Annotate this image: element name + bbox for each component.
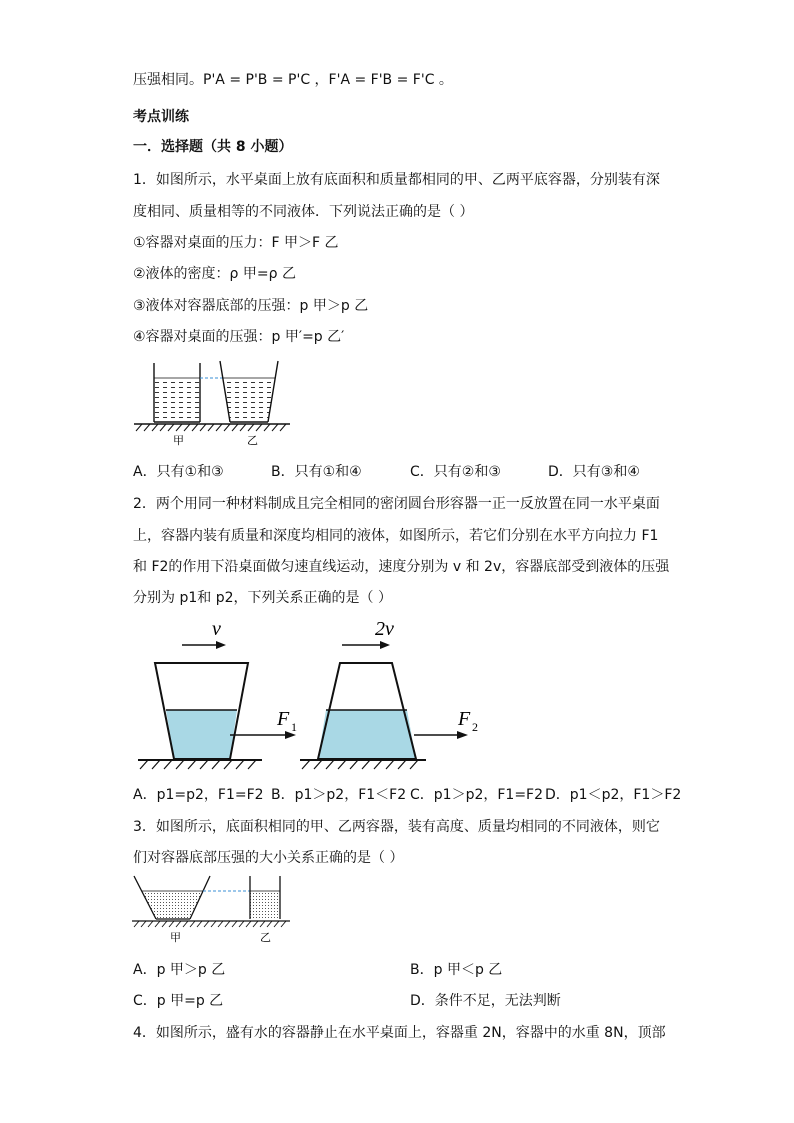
q1-statement-1: ①容器对桌面的压力：F 甲＞F 乙: [133, 235, 339, 251]
q2-force-1-sub: 1: [291, 720, 297, 734]
q2-force-1: F: [277, 708, 290, 730]
q1-figure: [130, 355, 300, 450]
q2-option-c[interactable]: C．p1＞p2，F1=F2: [410, 787, 544, 803]
q1-label-yi: 乙: [247, 434, 258, 447]
q4-line1: 4．如图所示，盛有水的容器静止在水平桌面上，容器重 2N，容器中的水重 8N，顶部: [133, 1025, 666, 1041]
q1-label-jia: 甲: [173, 434, 184, 447]
q3-figure: [130, 875, 300, 950]
section-title: 考点训练: [133, 109, 189, 125]
q3-option-c[interactable]: C．p 甲=p 乙: [133, 993, 224, 1009]
q2-force-2-sub: 2: [472, 720, 478, 734]
q3-label-jia: 甲: [170, 931, 181, 944]
q2-figure: [130, 615, 500, 775]
q3-label-yi: 乙: [260, 931, 271, 944]
q1-option-d[interactable]: D．只有③和④: [548, 464, 640, 480]
q3-option-b[interactable]: B．p 甲＜p 乙: [410, 962, 503, 978]
q2-velocity-1: v: [212, 618, 221, 640]
part-title: 一．选择题（共 8 小题）: [133, 139, 293, 155]
q3-option-a[interactable]: A．p 甲＞p 乙: [133, 962, 226, 978]
q2-option-d[interactable]: D．p1＜p2，F1＞F2: [545, 787, 682, 803]
q3-option-d[interactable]: D．条件不足，无法判断: [410, 993, 561, 1009]
q3-line2: 们对容器底部压强的大小关系正确的是（ ）: [133, 850, 404, 866]
q2-force-2: F: [458, 708, 471, 730]
q1-option-a[interactable]: A．只有①和③: [133, 464, 224, 480]
q1-option-c[interactable]: C．只有②和③: [410, 464, 501, 480]
q1-statement-2: ②液体的密度：ρ 甲=ρ 乙: [133, 266, 296, 282]
q1-line1: 1．如图所示，水平桌面上放有底面积和质量都相同的甲、乙两平底容器，分别装有深: [133, 172, 660, 188]
q1-line2: 度相同、质量相等的不同液体．下列说法正确的是（ ）: [133, 204, 474, 220]
intro-line: 压强相同。P'A = P'B = P'C ，F'A = F'B = F'C 。: [133, 72, 453, 88]
q2-line3: 和 F2的作用下沿桌面做匀速直线运动，速度分别为 v 和 2v，容器底部受到液体的压强: [133, 559, 670, 575]
q2-option-b[interactable]: B．p1＞p2，F1＜F2: [271, 787, 407, 803]
q1-option-b[interactable]: B．只有①和④: [271, 464, 362, 480]
q3-line1: 3．如图所示，底面积相同的甲、乙两容器，装有高度、质量均相同的不同液体，则它: [133, 819, 660, 835]
q2-line2: 上，容器内装有质量和深度均相同的液体，如图所示，若它们分别在水平方向拉力 F1: [133, 528, 659, 544]
q2-line4: 分别为 p1和 p2，下列关系正确的是（ ）: [133, 590, 392, 606]
q2-line1: 2．两个用同一种材料制成且完全相同的密闭圆台形容器一正一反放置在同一水平桌面: [133, 496, 660, 512]
q1-statement-3: ③液体对容器底部的压强：p 甲＞p 乙: [133, 298, 369, 314]
q2-option-a[interactable]: A．p1=p2，F1=F2: [133, 787, 264, 803]
q2-velocity-2: 2v: [375, 618, 394, 640]
q1-statement-4: ④容器对桌面的压强：p 甲′=p 乙′: [133, 329, 345, 345]
